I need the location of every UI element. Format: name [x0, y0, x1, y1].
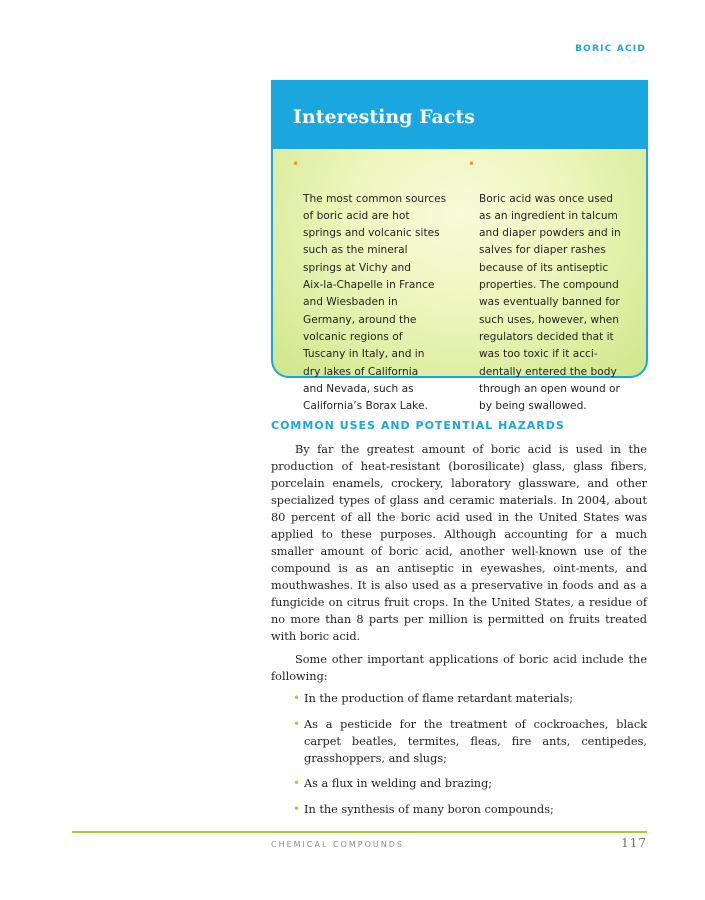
list-item-text: In the production of flame retardant materials; [304, 692, 574, 705]
facts-header [273, 82, 646, 149]
list-item [293, 775, 647, 792]
bullet-icon: • [293, 691, 301, 705]
list-item-text: As a flux in welding and brazing; [304, 777, 493, 790]
list-item-text: In the synthesis of many boron compounds; [304, 803, 554, 816]
facts-right-column [468, 156, 639, 415]
interesting-facts-box [271, 80, 648, 413]
facts-right-text: Boric acid was once used as an ingredient in talcum and diaper powders and in salves for diaper rashes because of its antiseptic properties. The compound was eventually banned for such uses, however, when regulators decided that it was too toxic if it acci- dentally entered the body through an open wound or by being swallowed. [479, 192, 621, 413]
section-heading: COMMON USES AND POTENTIAL HAZARDS [271, 419, 565, 432]
running-head: BORIC ACID [575, 44, 646, 54]
bullet-icon: • [293, 717, 301, 731]
facts-left-column [292, 156, 463, 415]
footer-rule [72, 831, 647, 833]
facts-left-text: The most common sources of boric acid are hot springs and volcanic sites such as the mineral springs at Vichy and Aix-la-Chapelle in France and Wiesbaden in Germany, around the volcanic regions of Tuscany in Italy, and in dry lakes of California and Nevada, such as California’s Borax Lake. [303, 192, 447, 413]
bullet-icon: • [293, 776, 301, 790]
list-item [293, 690, 647, 707]
bullet-icon: • [468, 157, 476, 171]
footer-book-title: CHEMICAL COMPOUNDS [271, 840, 404, 849]
list-item [293, 716, 647, 767]
list-item-text: As a pesticide for the treatment of cockroaches, black carpet beatles, termites, fleas, fire ants, centipedes, grasshoppers, and slugs; [304, 718, 647, 765]
facts-title: Interesting Facts [293, 106, 475, 128]
bullet-icon: • [292, 157, 300, 171]
list-item [293, 801, 647, 818]
paragraph-1: By far the greatest amount of boric acid is used in the production of heat-resistant (borosilicate) glass, glass fibers, porcelain enamels, crockery, laboratory glassware, and other specialized types of glass and ceramic materials. In 2004, about 80 percent of all the boric acid used in the United States was applied to these purposes. Although accounting for a much smaller amount of boric acid, another well-known use of the compound is as an antiseptic in eyewashes, oint-ments, and mouthwashes. It is also used as a preservative in foods and as a fungicide on citrus fruit crops. In the United States, a residue of no more than 8 parts per million is permitted on fruits treated with boric acid. [271, 443, 647, 643]
bullet-icon: • [293, 802, 301, 816]
paragraph-2: Some other important applications of boric acid include the following: [271, 653, 647, 683]
page-number: 117 [621, 836, 647, 850]
